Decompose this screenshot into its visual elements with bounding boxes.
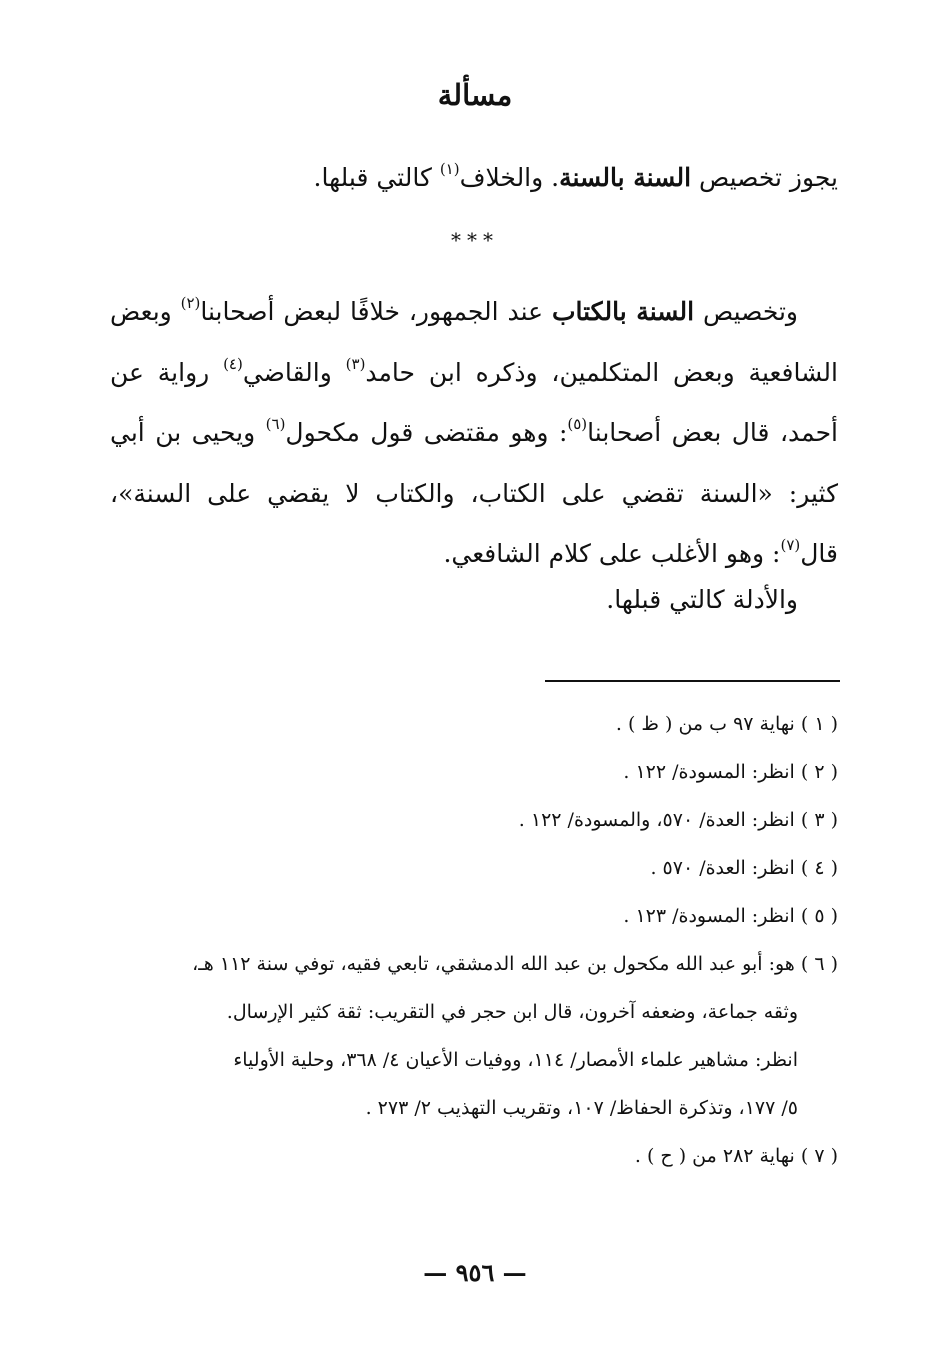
footnote-6: ( ٦ ) هو: أبو عبد الله مكحول بن عبد الله الدمشقي، تابعي فقيه، توفي سنة ١١٢ هـ، [192,953,838,975]
main-text-5: رواية عن أحمد، قال بعض أصحابنا [110,357,838,447]
footnote-3: ( ٣ ) انظر: العدة/ ٥٧٠، والمسودة/ ١٢٢ . [518,809,838,831]
footnote-separator [545,680,840,682]
footnote-ref-4: (٤) [223,354,243,373]
footnote-1: ( ١ ) نهاية ٩٧ ب من ( ظ ) . [615,713,838,735]
footnote-ref-5: (٥) [567,415,588,433]
main-paragraph [110,282,838,585]
footnote-ref-7: (٧) [780,536,801,554]
separator-stars: *** [451,228,499,252]
main-text-7: ويحيى بن أبي كثير: «السنة تقضي على الكتاب، والكتاب لا يقضي على السنة»، قال [110,418,838,568]
closing-paragraph: والأدلة كالتي قبلها. [606,585,798,614]
main-text-6: : وهو مقتضى قول مكحول [285,418,568,447]
footnote-7: ( ٧ ) نهاية ٢٨٢ من ( ح ) . [634,1145,838,1167]
main-text-2: عند الجمهور، خلافًا لبعض أصحابنا [200,297,552,326]
main-text-8: : وهو الأغلب على كلام الشافعي. [443,539,781,568]
main-text-4: والقاضي [242,357,346,387]
intro-text-2: . والخلاف [459,163,560,192]
main-bold-term: السنة بالكتاب [551,297,695,326]
section-title: مسألة [437,78,513,112]
intro-bold-term: السنة بالسنة [559,163,692,192]
footnotes [98,700,838,1180]
footnote-ref-3: (٣) [345,354,366,373]
main-text-1: وتخصيص [694,297,799,326]
footnote-2: ( ٢ ) انظر: المسودة/ ١٢٢ . [623,761,838,783]
intro-text-3: كالتي قبلها. [313,163,440,192]
footnote-ref-6: (٦) [265,415,286,433]
footnote-4: ( ٤ ) انظر: العدة/ ٥٧٠ . [650,857,838,879]
footnote-ref-1: (١) [439,160,460,178]
intro-paragraph [112,148,838,208]
footnote-5: ( ٥ ) انظر: المسودة/ ١٢٣ . [623,905,838,927]
page-number: — ٩٥٦ — [423,1258,527,1287]
footnote-6-line-3: انظر: مشاهير علماء الأمصار/ ١١٤، ووفيات الأعيان ٤/ ٣٦٨، وحلية الأولياء [233,1049,798,1071]
main-text-3: وبعض الشافعية وبعض المتكلمين، وذكره ابن حامد [110,297,838,387]
footnote-ref-2: (٢) [180,294,201,312]
footnote-6-line-4: ٥/ ١٧٧، وتذكرة الحفاظ/ ١٠٧، وتقريب التهذيب ٢/ ٢٧٣ . [365,1097,798,1119]
footnote-6-line-2: وثقه جماعة، وضعفه آخرون، قال ابن حجر في التقريب: ثقة كثير الإرسال. [226,1001,798,1023]
intro-text-1: يجوز تخصيص [691,163,838,192]
